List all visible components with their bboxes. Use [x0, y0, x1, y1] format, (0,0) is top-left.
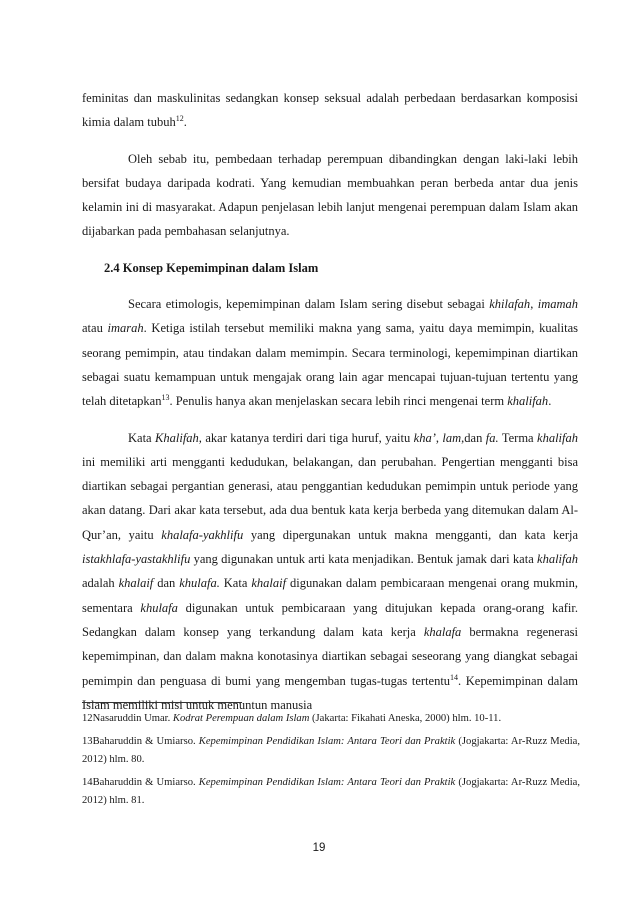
text-run: 13Baharuddin & Umiarso.	[82, 736, 199, 747]
italic-term: khalaif	[251, 576, 287, 591]
footnote-12	[82, 710, 580, 728]
italic-term: khulafa.	[179, 576, 220, 591]
text-run: bermakna regenerasi kepemimpinan, dan dalam makna konotasinya diartikan sebagai seseorang yang diangkat sebagai pemimpin dan penguasa di bumi yang mengemban tugas-tugas tertentu	[82, 624, 578, 688]
body-text	[82, 86, 578, 717]
text-run: ,	[435, 430, 443, 445]
italic-term: Kodrat Perempuan dalam Islam	[172, 713, 310, 724]
italic-term: khilafah	[489, 297, 531, 312]
italic-term: khalafa	[423, 624, 462, 639]
italic-term: khalifah	[537, 552, 578, 567]
italic-term: khalafa-yakhlifu	[161, 527, 244, 542]
italic-term: lam	[442, 430, 462, 445]
text-run: ,dan	[461, 430, 486, 445]
text-run: adalah	[82, 576, 119, 591]
text-run: 14Baharuddin & Umiarso.	[82, 777, 199, 788]
text-run: dan	[153, 576, 180, 591]
italic-term: imarah	[107, 321, 144, 336]
text-run: yang digunakan untuk arti kata menjadikan. Bentuk jamak dari kata	[190, 552, 538, 567]
footnote-divider	[82, 702, 242, 703]
text-run: (Jogjakarta: Ar-Ruzz Media, 2012) hlm. 81.	[82, 777, 581, 806]
italic-term: kha’	[413, 430, 436, 445]
text-run: .	[548, 394, 552, 409]
italic-term: fa.	[485, 430, 499, 445]
italic-term: istakhlafa-yastakhlifu	[82, 552, 191, 567]
text-run: Kata	[128, 430, 156, 445]
text-run: digunakan dalam pembicaraan mengenai orang mukmin, sementara	[82, 576, 578, 615]
text-run: yang dipergunakan untuk makna mengganti, dan kata kerja	[243, 527, 578, 542]
text-run: . Kepemimpinan dalam Islam memiliki misi untuk menuntun manusia	[82, 673, 578, 712]
footnote-ref: 13	[161, 393, 170, 403]
section-heading: 2.4 Konsep Kepemimpinan dalam Islam	[104, 260, 319, 275]
text-run: Kata	[219, 576, 252, 591]
paragraph-2	[82, 147, 578, 244]
text-run: .	[183, 115, 187, 130]
italic-term: khalaif	[118, 576, 154, 591]
text-run: atau	[82, 321, 108, 336]
footnotes	[82, 710, 580, 815]
footnote-14	[82, 774, 580, 810]
page-number: 19	[312, 842, 326, 854]
italic-term: khalifah	[537, 430, 578, 445]
text-run: . Penulis hanya akan menjelaskan secara lebih rinci mengenai term	[169, 394, 508, 409]
footnote-13	[82, 733, 580, 769]
italic-term: khulafa	[140, 600, 178, 615]
text-run: feminitas dan maskulinitas sedangkan konsep seksual adalah perbedaan berdasarkan komposisi kimia dalam tubuh	[82, 91, 578, 130]
italic-term: khalifah	[507, 394, 549, 409]
text-run: digunakan untuk pembicaraan yang ditujukan kepada orang-orang kafir. Sedangkan dalam konsep yang terkandung dalam kata kerja	[82, 600, 579, 639]
footnote-ref: 12	[175, 114, 184, 124]
footnote-ref: 14	[450, 672, 459, 682]
paragraph-3	[82, 292, 578, 413]
text-run: . Ketiga istilah tersebut memiliki makna yang sama, yaitu daya memimpin, kualitas seorang pemimpin, atau tindakan dalam memimpin. Secara terminologi, kepemimpinan diartikan sebagai suatu kemampuan untuk mengajak orang lain agar mencapai tujuan-tujuan tertentu yang telah ditetapkan	[82, 321, 578, 409]
text-run: ini memiliki arti mengganti kedudukan, belakangan, dan perubahan. Pengertian mengganti bisa diartikan sebagai pergantian generasi, atau penggantian kedudukan pemimpin untuk periode yang akan datang. Dari akar kata tersebut, ada dua bentuk kata kerja berbeda yang ditemukan dalam Al-Qur’an, yaitu	[82, 454, 578, 542]
text-run: akar katanya terdiri dari tiga huruf, yaitu	[201, 430, 414, 445]
italic-term: Kepemimpinan Pendidikan Islam: Antara Teori dan Praktik	[198, 736, 456, 747]
italic-term: imamah	[537, 297, 579, 312]
text-run: 12Nasaruddin Umar.	[82, 713, 173, 724]
italic-term: Kepemimpinan Pendidikan Islam: Antara Teori dan Praktik	[198, 777, 456, 788]
italic-term: Khalifah,	[155, 430, 202, 445]
paragraph-1	[82, 86, 578, 135]
text-run: ,	[530, 297, 538, 312]
text-run: (Jakarta: Fikahati Aneska, 2000) hlm. 10-11.	[309, 713, 502, 724]
text-run: (Jogjakarta: Ar-Ruzz Media, 2012) hlm. 80.	[82, 736, 581, 765]
text-run: Oleh sebab itu, pembedaan terhadap perempuan dibandingkan dengan laki-laki lebih bersifat budaya daripada kodrati. Yang kemudian membuahkan peran berbeda antar dua jenis kelamin ini di masyarakat. Adapun penjelasan lebih lanjut mengenai perempuan dalam Islam akan dijabarkan pada pembahasan selanjutnya.	[82, 151, 578, 239]
text-run: Secara etimologis, kepemimpinan dalam Islam sering disebut sebagai	[128, 297, 490, 312]
text-run: Terma	[498, 430, 538, 445]
paragraph-4	[82, 426, 578, 718]
